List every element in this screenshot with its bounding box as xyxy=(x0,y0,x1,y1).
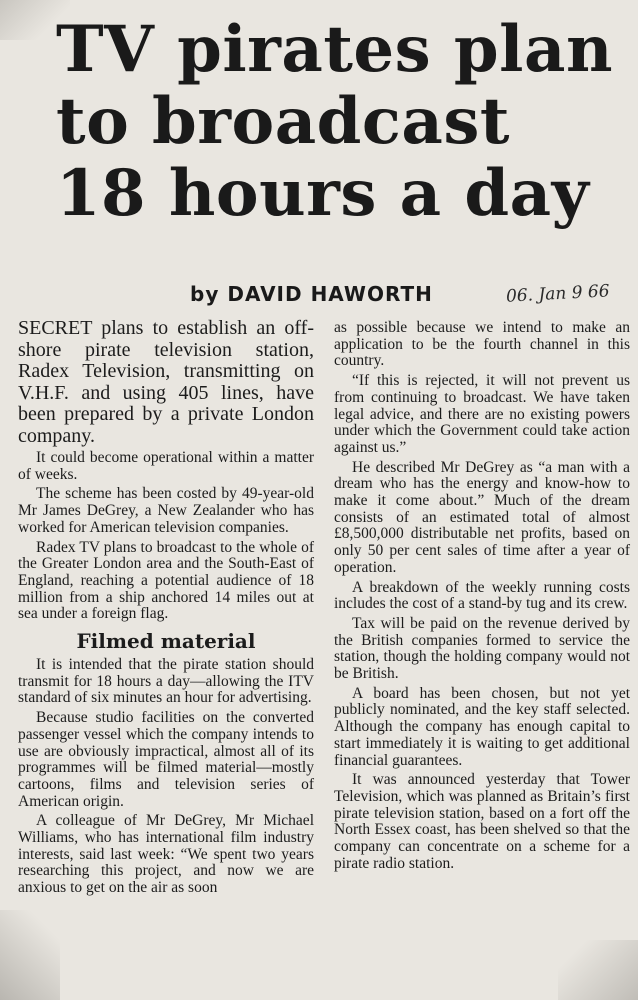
article-paragraph: A breakdown of the weekly running costs includes the cost of a stand-by tug and its crew. xyxy=(334,578,630,613)
handwritten-date: 06. Jan 9 66 xyxy=(505,281,611,307)
byline-prefix: by xyxy=(190,282,220,306)
byline xyxy=(190,282,433,306)
article-paragraph: as possible because we intend to make an application to be the fourth channel in this country. xyxy=(334,319,630,370)
paper-corner-shadow xyxy=(558,940,638,1000)
article-paragraph: “If this is rejected, it will not prevent us from continuing to broadcast. We have taken legal advice, and there are no existing powers under which the Government could take action against us.” xyxy=(334,372,630,456)
article-column-left xyxy=(18,318,314,897)
article-paragraph: The scheme has been costed by 49-year-old Mr James DeGrey, a New Zealander who has worked for American television companies. xyxy=(18,485,314,536)
byline-author: DAVID HAWORTH xyxy=(227,282,433,306)
headline xyxy=(56,14,636,230)
paper-corner-shadow xyxy=(0,910,60,1000)
article-paragraph: He described Mr DeGrey as “a man with a dream who has the energy and know-how to make it come about.” Much of the dream consists of an estimated total of almost £8,500,000 distributable net profits, based on only 50 per cent sales of time after a year of operation. xyxy=(334,458,630,576)
article-paragraph: Tax will be paid on the revenue derived by the British companies formed to service the station, though the holding company would not be British. xyxy=(334,614,630,683)
article-paragraph: A colleague of Mr DeGrey, Mr Michael Williams, who has international film industry interests, said last week: “We spent two years researching this project, and now we are anxious to get on the air as soon xyxy=(18,812,314,897)
article-paragraph: Because studio facilities on the converted passenger vessel which the company intends to use are obviously impractical, almost all of its programmes will be filmed material—mostly cartoons, films and television series of American origin. xyxy=(18,709,314,810)
headline-line: TV pirates plan xyxy=(56,12,613,87)
article-column-right xyxy=(334,320,630,873)
subheading: Filmed material xyxy=(76,629,256,654)
lead-paragraph: SECRET plans to establish an off-shore pirate television station, Radex Television, transmitting on V.H.F. and using 405 lines, have been prepared by a private London company. xyxy=(18,317,314,447)
article-paragraph: It could become operational within a matter of weeks. xyxy=(18,449,314,483)
article-paragraph: Radex TV plans to broadcast to the whole of the Greater London area and the South-East of England, reaching a potential audience of 18 million from a ship anchored 14 miles out at sea under a foreign flag. xyxy=(18,538,314,623)
article-paragraph: A board has been chosen, but not yet publicly nominated, and the key staff selected. Although the company has enough capital to start immediately it is waiting to get additional financial guarantees. xyxy=(334,684,630,769)
headline-line: 18 hours a day xyxy=(56,156,590,231)
article-paragraph: It was announced yesterday that Tower Television, which was planned as Britain’s first pirate television station, based on a fort off the North Essex coast, has been shelved so that the company can concentrate on a scheme for a pirate radio station. xyxy=(334,771,630,872)
article-paragraph: It is intended that the pirate station should transmit for 18 hours a day—allowing the ITV standard of six minutes an hour for advertising. xyxy=(18,656,314,707)
headline-line: to broadcast xyxy=(56,84,510,159)
